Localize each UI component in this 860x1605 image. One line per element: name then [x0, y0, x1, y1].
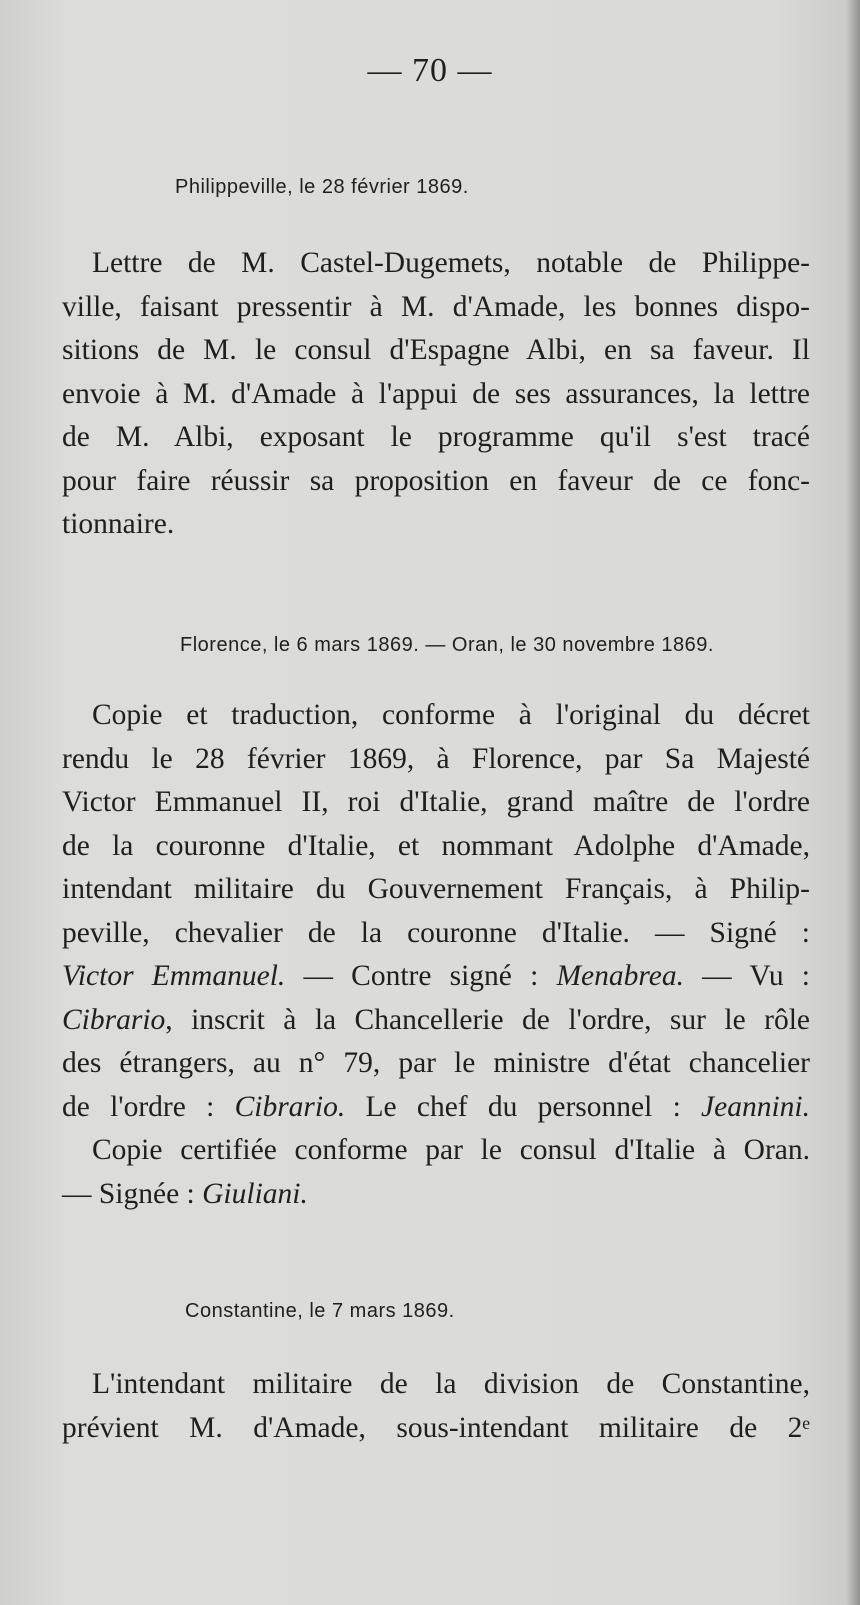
paragraph-intendant-notice — [62, 1363, 810, 1450]
text-line: Victor Emmanuel II, roi d'Italie, grand maître de l'ordre — [62, 786, 810, 818]
text-line: ville, faisant pressentir à M. d'Amade, les bonnes dispo- — [62, 290, 810, 323]
text-fragment: Le chef du personnel : — [345, 1090, 702, 1123]
text-fragment: , inscrit à la Chancellerie de l'ordre, sur le rôle — [165, 1003, 810, 1036]
text-line: de M. Albi, exposant le programme qu'il s'est tracé — [62, 421, 810, 453]
signature-name: Giuliani. — [202, 1177, 308, 1210]
signature-name: Cibrario — [62, 1003, 166, 1036]
text-line: Lettre de M. Castel-Dugemets, notable de Philippe- — [92, 247, 810, 279]
text-fragment: de l'ordre : — [62, 1090, 235, 1123]
text-line — [62, 999, 810, 1043]
text-line: prévient M. d'Amade, sous-intendant militaire de 2ᵉ — [62, 1411, 810, 1444]
page-edge-shadow — [846, 0, 860, 1605]
text-line: des étrangers, au n° 79, par le ministre d'état chancelier — [62, 1047, 810, 1079]
text-line — [62, 955, 810, 999]
text-fragment: — Contre signé : — [285, 960, 557, 992]
signature-name: Jeannini. — [701, 1090, 811, 1123]
text-line: rendu le 28 février 1869, à Florence, par Sa Majesté — [62, 742, 810, 775]
page-number: — 70 — — [367, 52, 493, 89]
text-line: sitions de M. le consul d'Espagne Albi, en sa faveur. Il — [62, 334, 810, 366]
text-line — [62, 1086, 810, 1130]
paragraph-castel-dugemets-letter — [62, 242, 810, 547]
signature-name: Menabrea. — [556, 960, 684, 992]
text-line: de la couronne d'Italie, et nommant Adolphe d'Amade, — [62, 829, 810, 862]
text-line: envoie à M. d'Amade à l'appui de ses assurances, la lettre — [62, 377, 810, 410]
text-line: tionnaire. — [62, 508, 175, 540]
dateline-philippeville: Philippeville, le 28 février 1869. — [175, 176, 469, 198]
dateline-florence-oran: Florence, le 6 mars 1869. — Oran, le 30 novembre 1869. — [180, 634, 714, 656]
text-line: Copie et traduction, conforme à l'original du décret — [92, 699, 810, 731]
text-line: peville, chevalier de la couronne d'Italie. — Signé : — [62, 916, 810, 949]
text-fragment: — Vu : — [684, 960, 810, 992]
dateline-constantine: Constantine, le 7 mars 1869. — [185, 1300, 455, 1322]
text-line: Copie certifiée conforme par le consul d'Italie à Oran. — [92, 1134, 810, 1166]
text-line: pour faire réussir sa proposition en faveur de ce fonc- — [62, 464, 810, 497]
signature-name: Cibrario. — [234, 1090, 346, 1123]
text-fragment: — Signée : — [62, 1177, 203, 1210]
paragraph-decree-copy — [62, 694, 810, 1216]
text-line — [62, 1173, 810, 1217]
signature-name: Victor Emmanuel. — [62, 960, 286, 992]
text-line: intendant militaire du Gouvernement Français, à Philip- — [62, 873, 810, 905]
text-line: L'intendant militaire de la division de Constantine, — [92, 1368, 810, 1400]
